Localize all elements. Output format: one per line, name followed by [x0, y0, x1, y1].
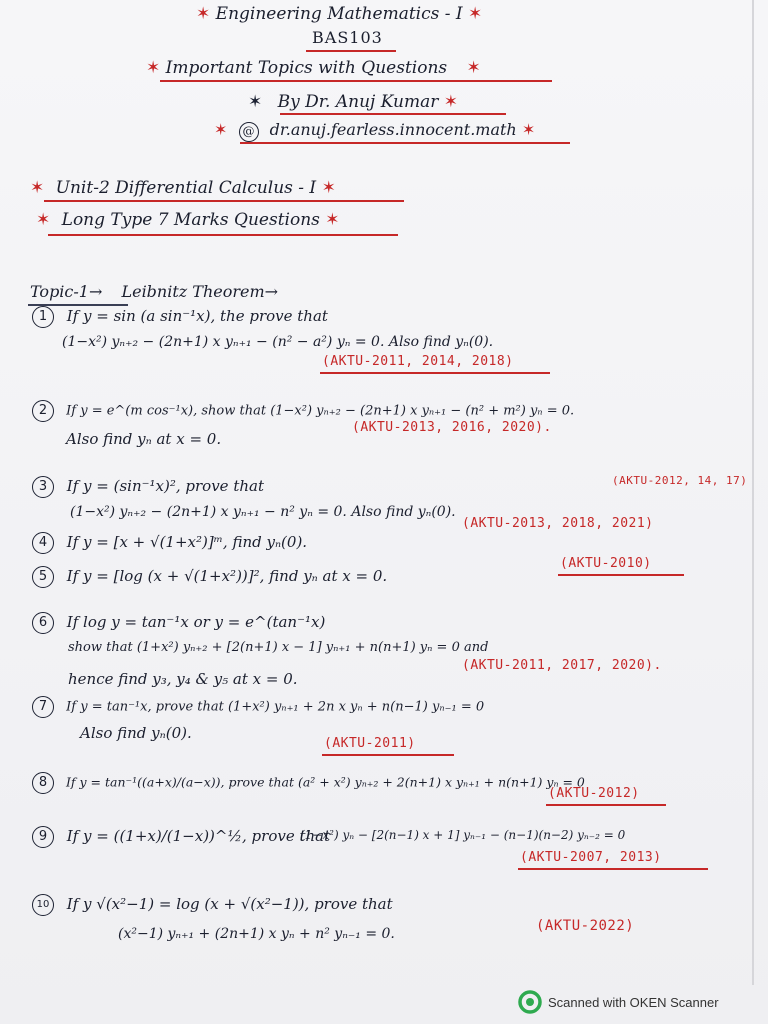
question-text: If y = [x + √(1+x²)]ᵐ, find yₙ(0).: [66, 533, 308, 551]
scanner-text: Scanned with OKEN Scanner: [548, 994, 719, 1010]
question-number: 3: [32, 476, 54, 498]
handle-underline: [240, 142, 570, 144]
unit-title: Unit-2 Differential Calculus - I: [55, 178, 317, 198]
oken-scanner-icon: [518, 990, 542, 1014]
unit-line: [30, 178, 336, 198]
handle: dr.anuj.fearless.innocent.math: [269, 120, 517, 139]
page-edge: [752, 0, 754, 985]
question-4-ref: (AKTU-2013, 2018, 2021): [462, 516, 654, 531]
question-4: [32, 532, 307, 554]
question-9: [32, 826, 330, 848]
star-icon: ✶: [214, 120, 228, 139]
question-number: 5: [32, 566, 54, 588]
question-text: If y = tan⁻¹x, prove that (1+x²) yₙ₊₁ + 2n x yₙ + n(n−1) yₙ₋₁ = 0: [66, 699, 485, 715]
question-3: [32, 476, 264, 498]
author-underline: [280, 113, 506, 115]
subtitle: Important Topics with Questions: [165, 58, 448, 78]
star-icon: ✶: [443, 92, 459, 112]
unit-type: Long Type 7 Marks Questions: [61, 210, 320, 230]
question-text: If y = ((1+x)/(1−x))^½, prove that: [66, 827, 331, 845]
question-text: If y √(x²−1) = log (x + √(x²−1)), prove that: [66, 895, 393, 913]
topic-line: [30, 282, 278, 301]
question-7-ref: (AKTU-2011): [324, 736, 416, 751]
question-8: [32, 772, 585, 794]
star-icon: ✶: [466, 58, 481, 78]
question-10-line2: (x²−1) yₙ₊₁ + (2n+1) x yₙ + n² yₙ₋₁ = 0.: [118, 926, 395, 942]
question-text: If y = e^(m cos⁻¹x), show that (1−x²) yₙ₊₂ − (2n+1) x yₙ₊₁ − (n² + m²) yₙ = 0.: [66, 403, 575, 419]
unit-underline: [44, 200, 404, 202]
star-icon: ✶: [321, 178, 336, 198]
course-code: BAS103: [312, 28, 383, 47]
question-6-line1b: show that (1+x²) yₙ₊₂ + [2(n+1) x − 1] yₙ₊₁ + n(n+1) yₙ = 0 and: [68, 640, 489, 655]
question-7: [32, 696, 484, 718]
question-text: If y = sin (a sin⁻¹x), the prove that: [66, 307, 328, 325]
header-title-line: [196, 4, 482, 24]
question-6: [32, 612, 325, 634]
topic-name: Leibnitz Theorem→: [121, 282, 279, 301]
question-5: [32, 566, 387, 588]
star-icon: ✶: [30, 178, 45, 198]
question-1-ref-underline: [320, 372, 550, 374]
type-underline: [48, 234, 398, 236]
question-text: If log y = tan⁻¹x or y = e^(tan⁻¹x): [66, 613, 326, 631]
question-1-line2: (1−x²) yₙ₊₂ − (2n+1) x yₙ₊₁ − (n² − a²) yₙ = 0. Also find yₙ(0).: [62, 334, 494, 350]
question-5-ref: (AKTU-2010): [560, 556, 652, 571]
handle-line: [214, 120, 535, 142]
author: By Dr. Anuj Kumar: [277, 92, 439, 112]
question-text: If y = [log (x + √(1+x²))]², find yₙ at x = 0.: [66, 567, 388, 585]
question-8-ref-underline: [546, 804, 666, 806]
question-9-ref: (AKTU-2007, 2013): [520, 850, 662, 865]
question-3-ref: (AKTU-2012, 14, 17): [612, 474, 748, 487]
star-icon: ✶: [196, 4, 211, 24]
question-number: 10: [32, 894, 54, 916]
at-symbol-icon: @: [239, 122, 259, 142]
star-icon: ✶: [521, 120, 536, 139]
type-line: [36, 210, 340, 230]
question-2-ref: (AKTU-2013, 2016, 2020).: [352, 420, 552, 435]
question-8-ref: (AKTU-2012): [548, 786, 640, 801]
question-number: 1: [32, 306, 54, 328]
question-9-ref-underline: [518, 868, 708, 870]
question-7-line2: Also find yₙ(0).: [80, 724, 192, 742]
subtitle-line: [146, 58, 481, 78]
question-7-ref-underline: [322, 754, 454, 756]
question-number: 7: [32, 696, 54, 718]
question-text: If y = (sin⁻¹x)², prove that: [66, 477, 264, 495]
question-number: 4: [32, 532, 54, 554]
author-line: [248, 92, 458, 112]
star-icon: ✶: [325, 210, 340, 230]
question-10: [32, 894, 393, 916]
question-text: If y = tan⁻¹((a+x)/(a−x)), prove that (a² + x²) yₙ₊₂ + 2(n+1) x yₙ₊₁ + n(n+1) yₙ = 0: [65, 774, 585, 790]
question-6-ref: (AKTU-2011, 2017, 2020).: [462, 658, 662, 673]
question-number: 8: [32, 772, 54, 794]
question-2-line2: Also find yₙ at x = 0.: [66, 430, 222, 448]
course-code-underline: [306, 50, 396, 52]
subtitle-underline: [160, 80, 552, 82]
scanner-watermark: [518, 990, 719, 1014]
question-number: 6: [32, 612, 54, 634]
header-title: Engineering Mathematics - I: [215, 4, 463, 24]
question-1: [32, 306, 328, 328]
question-5-ref-underline: [558, 574, 684, 576]
question-10-ref: (AKTU-2022): [536, 918, 635, 934]
star-icon: ✶: [146, 58, 161, 78]
question-number: 9: [32, 826, 54, 848]
question-number: 2: [32, 400, 54, 422]
question-1-ref: (AKTU-2011, 2014, 2018): [322, 354, 514, 369]
question-2: [32, 400, 574, 422]
star-icon: ✶: [248, 92, 263, 112]
question-6-line2: hence find y₃, y₄ & y₅ at x = 0.: [68, 670, 298, 688]
star-icon: ✶: [468, 4, 483, 24]
topic-label: Topic-1→: [30, 282, 103, 301]
star-icon: ✶: [36, 210, 51, 230]
question-3-line2: (1−x²) yₙ₊₂ − (2n+1) x yₙ₊₁ − n² yₙ = 0. Also find yₙ(0).: [70, 504, 456, 520]
question-9-line2: (1−x²) yₙ − [2(n−1) x + 1] yₙ₋₁ − (n−1)(n−2) yₙ₋₂ = 0: [300, 828, 626, 842]
